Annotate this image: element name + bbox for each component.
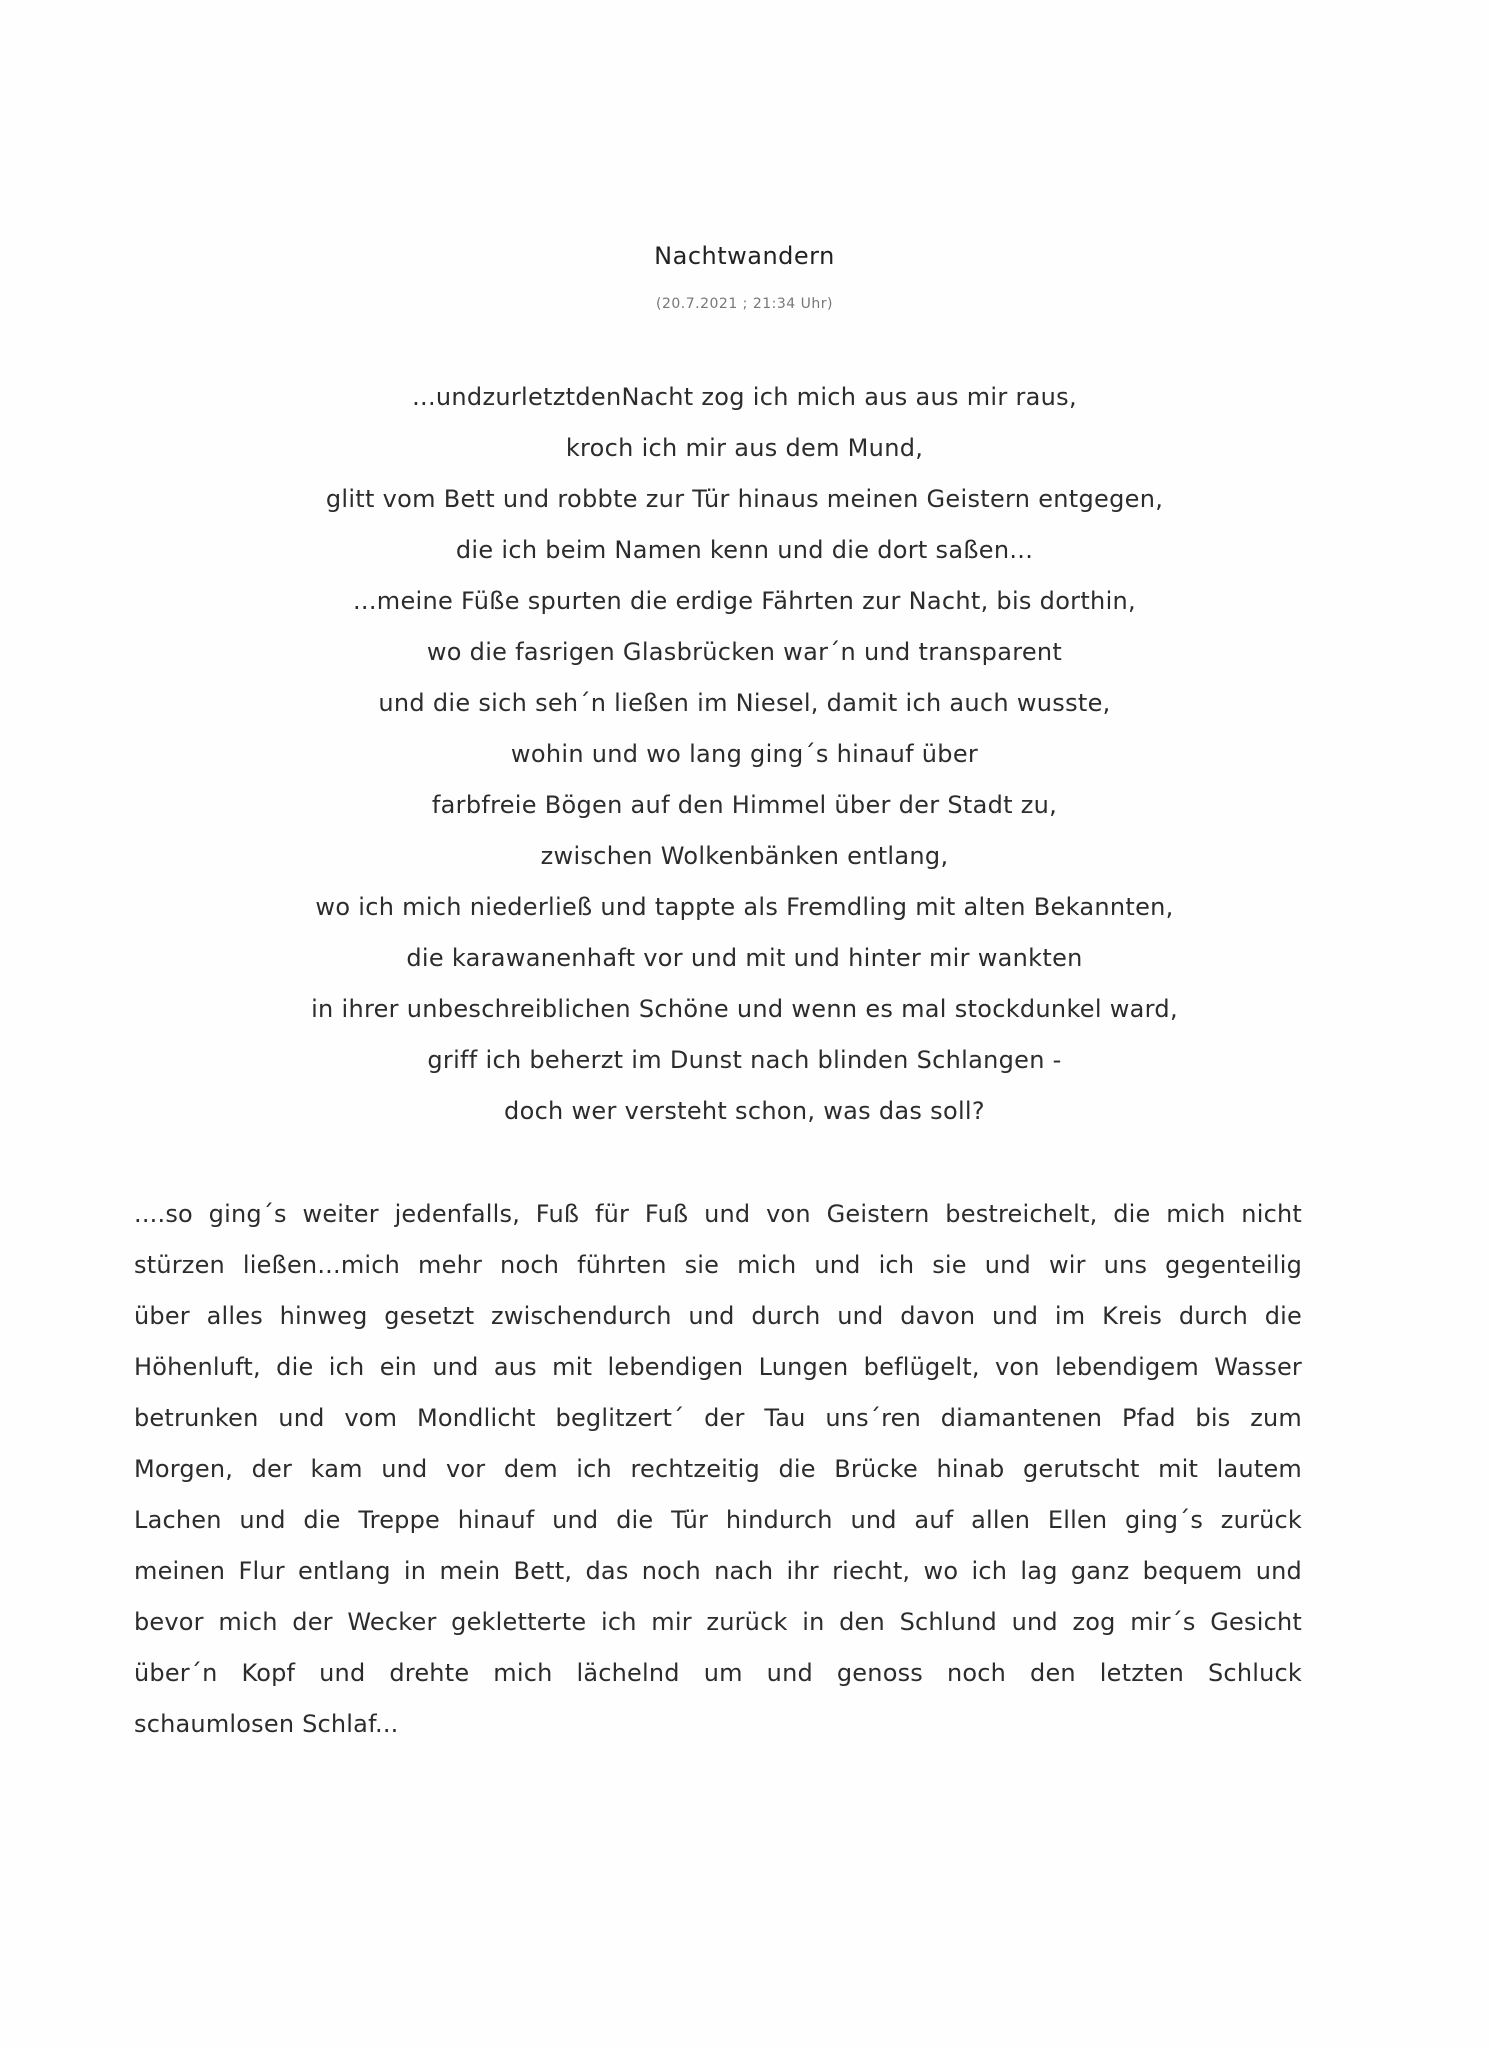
poem-line: ...undzurletztdenNacht zog ich mich aus aus mir raus, — [412, 383, 1077, 411]
poem-line: wo ich mich niederließ und tappte als Fremdling mit alten Bekannten, — [315, 893, 1174, 921]
poem-line: ...meine Füße spurten die erdige Fährten zur Nacht, bis dorthin, — [353, 587, 1136, 615]
prose-line: Lachen und die Treppe hinauf und die Tür hindurch und auf allen Ellen ging´s zurück — [134, 1506, 1302, 1534]
poem-line: glitt vom Bett und robbte zur Tür hinaus meinen Geistern entgegen, — [325, 485, 1164, 513]
document-date: (20.7.2021 ; 21:34 Uhr) — [656, 296, 833, 312]
poem-line: in ihrer unbeschreiblichen Schöne und wenn es mal stockdunkel ward, — [311, 995, 1178, 1023]
poem-line: die karawanenhaft vor und mit und hinter mir wankten — [406, 944, 1083, 972]
prose-line: bevor mich der Wecker gekletterte ich mir zurück in den Schlund und zog mir´s Gesicht — [134, 1608, 1302, 1636]
poem-line: wo die fasrigen Glasbrücken war´n und transparent — [426, 638, 1063, 666]
prose-line: ....so ging´s weiter jedenfalls, Fuß für Fuß und von Geistern bestreichelt, die mich nicht — [134, 1200, 1302, 1228]
poem-line: die ich beim Namen kenn und die dort saßen... — [455, 536, 1034, 564]
poem-stanza — [150, 372, 1339, 1137]
prose-line: stürzen ließen...mich mehr noch führten sie mich und ich sie und wir uns gegenteilig — [134, 1251, 1302, 1279]
poem-line: kroch ich mir aus dem Mund, — [565, 434, 924, 462]
prose-paragraph — [134, 1189, 1302, 1750]
prose-line: über alles hinweg gesetzt zwischendurch und durch und davon und im Kreis durch die — [134, 1302, 1302, 1330]
prose-line: Höhenluft, die ich ein und aus mit lebendigen Lungen beflügelt, von lebendigem Wasser — [134, 1353, 1302, 1381]
prose-line: über´n Kopf und drehte mich lächelnd um und genoss noch den letzten Schluck — [134, 1659, 1302, 1687]
poem-line: griff ich beherzt im Dunst nach blinden Schlangen - — [427, 1046, 1062, 1074]
prose-line: Morgen, der kam und vor dem ich rechtzeitig die Brücke hinab gerutscht mit lautem — [134, 1455, 1302, 1483]
poem-line: doch wer versteht schon, was das soll? — [504, 1097, 985, 1125]
prose-line: schaumlosen Schlaf... — [134, 1710, 399, 1738]
poem-line: und die sich seh´n ließen im Niesel, damit ich auch wusste, — [378, 689, 1111, 717]
document-title: Nachtwandern — [654, 242, 835, 270]
poem-line: wohin und wo lang ging´s hinauf über — [510, 740, 979, 768]
poem-line: zwischen Wolkenbänken entlang, — [540, 842, 949, 870]
prose-line: meinen Flur entlang in mein Bett, das noch nach ihr riecht, wo ich lag ganz bequem und — [134, 1557, 1302, 1585]
poem-line: farbfreie Bögen auf den Himmel über der Stadt zu, — [431, 791, 1058, 819]
prose-line: betrunken und vom Mondlicht beglitzert´ der Tau uns´ren diamantenen Pfad bis zum — [134, 1404, 1302, 1432]
